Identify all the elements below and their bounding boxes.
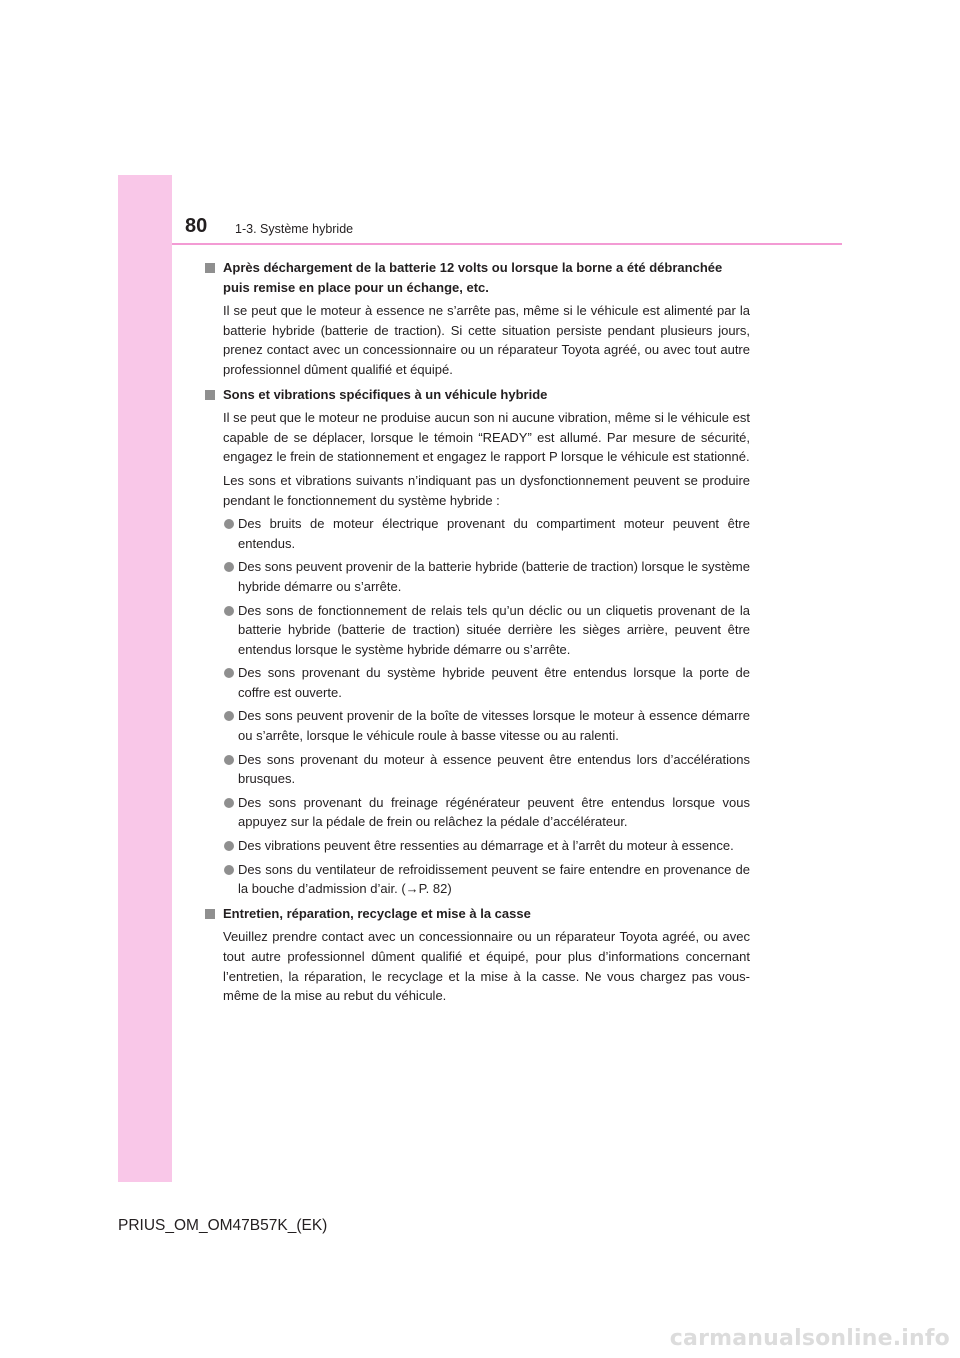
section-title: 1-3. Système hybride — [235, 222, 354, 236]
circle-bullet-icon — [224, 798, 234, 808]
list-item-text: Des sons de fonctionnement de relais tels qu’un déclic ou un cliquetis provenant de la batterie hybride (batterie de traction) située derrière les sièges arrière, peuvent être entendus lorsque le système hybride démarre ou s’arrête. — [238, 602, 750, 657]
section-heading — [205, 258, 750, 297]
list-item-text: Des sons provenant du freinage régénérateur peuvent être entendus lorsque vous appuyez sur la pédale de frein ou relâchez la pédale d’accélérateur. — [238, 794, 750, 830]
circle-bullet-icon — [224, 668, 234, 678]
list-item-text: Des vibrations peuvent être ressenties au démarrage et à l’arrêt du moteur à essence. — [238, 838, 734, 854]
paragraph: Veuillez prendre contact avec un concessionnaire ou un réparateur Toyota agréé, ou avec tout autre professionnel dûment qualifié et équipé, pour plus d’informations concernant l’entretien, la réparation, le recyclage et la mise à la casse. Ne vous chargez pas vous-même de la mise au rebut du véhicule. — [223, 929, 750, 1004]
section-heading-text: Entretien, réparation, recyclage et mise à la casse — [223, 905, 531, 921]
list-item — [205, 860, 750, 899]
circle-bullet-icon — [224, 711, 234, 721]
section-heading-text: Après déchargement de la batterie 12 volts ou lorsque la borne a été débranchée puis remise en place pour un échange, etc. — [223, 260, 723, 295]
list-item-text: Des sons provenant du moteur à essence peuvent être entendus lors d’accélérations brusques. — [238, 751, 750, 787]
list-item — [205, 793, 750, 832]
circle-bullet-icon — [224, 841, 234, 851]
paragraph: Les sons et vibrations suivants n’indiquant pas un dysfonctionnement peuvent se produire pendant le fonctionnement du système hybride : — [223, 472, 750, 508]
list-item — [205, 706, 750, 745]
document-code: PRIUS_OM_OM47B57K_(EK) — [118, 1217, 328, 1234]
list-item — [205, 663, 750, 702]
page-content — [205, 253, 750, 1006]
list-item-text: Des sons provenant du système hybride peuvent être entendus lorsque la porte de coffre est ouverte. — [238, 665, 750, 700]
list-item — [205, 514, 750, 553]
section-heading-text: Sons et vibrations spécifiques à un véhicule hybride — [223, 386, 548, 402]
square-bullet-icon — [205, 263, 215, 273]
page-number: 80 — [185, 215, 208, 237]
circle-bullet-icon — [224, 519, 234, 529]
list-item — [205, 750, 750, 789]
list-item-text: Des sons peuvent provenir de la batterie hybride (batterie de traction) lorsque le système hybride démarre ou s’arrête. — [238, 559, 750, 594]
side-tab-band — [118, 175, 172, 1182]
list-item — [205, 836, 750, 856]
square-bullet-icon — [205, 390, 215, 400]
circle-bullet-icon — [224, 755, 234, 765]
watermark: carmanualsonline.info — [669, 1326, 950, 1351]
circle-bullet-icon — [224, 865, 234, 875]
square-bullet-icon — [205, 909, 215, 919]
list-item — [205, 601, 750, 660]
list-item — [205, 557, 750, 596]
section-heading — [205, 904, 750, 924]
header-rule — [172, 243, 842, 245]
circle-bullet-icon — [224, 562, 234, 572]
section-heading — [205, 385, 750, 405]
circle-bullet-icon — [224, 606, 234, 616]
list-item-text: Des sons peuvent provenir de la boîte de vitesses lorsque le moteur à essence démarre ou s’arrête, lorsque le véhicule roule à basse vitesse ou au ralenti. — [238, 708, 750, 744]
paragraph: Il se peut que le moteur ne produise aucun son ni aucune vibration, même si le véhicule est capable de se déplacer, lorsque le témoin “READY” est allumé. Par mesure de sécurité, engagez le frein de stationnement et engagez le rapport P lorsque le véhicule est stationné. — [223, 410, 750, 465]
list-item-text: Des sons du ventilateur de refroidissement peuvent se faire entendre en provenance de la bouche d’admission d’air. (→P. 82) — [238, 861, 750, 897]
list-item-text: Des bruits de moteur électrique provenant du compartiment moteur peuvent être entendus. — [238, 516, 750, 551]
paragraph: Il se peut que le moteur à essence ne s’arrête pas, même si le véhicule est alimenté par la batterie hybride (batterie de traction). Si cette situation persiste pendant plusieurs jours, prenez contact avec un concessionnaire ou un réparateur Toyota agréé, ou avec tout autre professionnel dûment qualifié et équipé. — [223, 303, 750, 377]
